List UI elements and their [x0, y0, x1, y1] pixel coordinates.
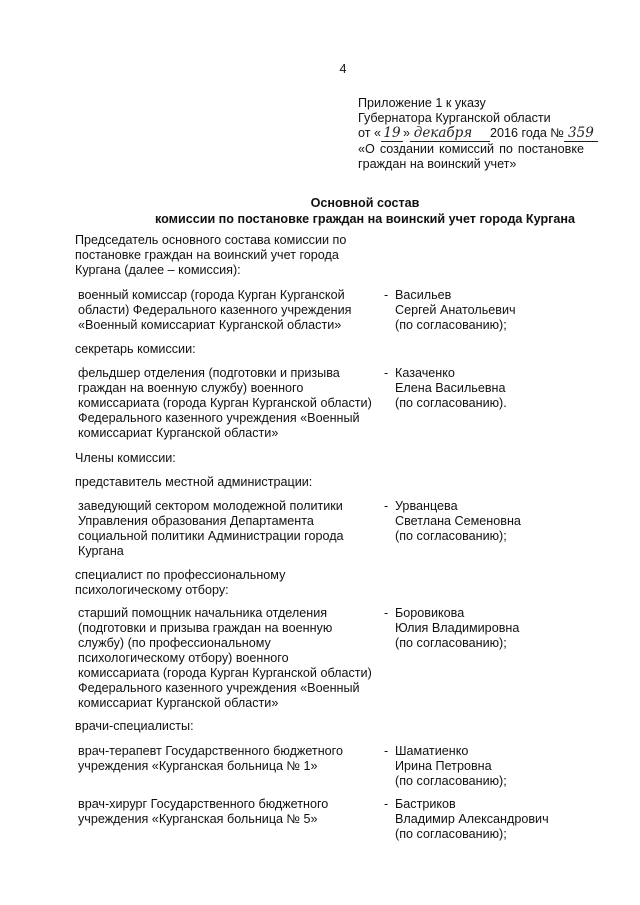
entry-position — [78, 366, 389, 441]
heading-doctors: врачи-специалисты: — [75, 719, 194, 733]
position-line: Федерального казенного учреждения «Военный — [78, 681, 360, 695]
position-line: Кургана — [78, 544, 124, 558]
person-surname: Васильев — [395, 288, 452, 302]
position-line: (подготовки и призыва граждан на военную — [78, 621, 333, 635]
dash: - — [384, 797, 389, 811]
heading-psych-specialist — [75, 568, 375, 598]
appendix-subject-2: граждан на воинский учет» — [358, 157, 517, 171]
entry-position — [78, 288, 389, 333]
title-line-1: Основной состав — [310, 196, 420, 210]
appendix-header — [358, 96, 594, 172]
chairman-intro — [75, 233, 375, 278]
date-month: декабря — [410, 126, 476, 142]
document-title — [0, 195, 640, 227]
person-note: (по согласованию); — [395, 636, 507, 650]
chairman-intro-line: Председатель основного состава комиссии по — [75, 233, 347, 247]
dash: - — [384, 744, 389, 758]
entry-person — [384, 797, 594, 842]
position-line: заведующий сектором молодежной политики — [78, 499, 343, 513]
person-surname: Казаченко — [395, 366, 455, 380]
position-line: комиссариата (города Курган Курганской области) — [78, 396, 372, 410]
person-name: Владимир Александрович — [395, 812, 549, 826]
person-name: Сергей Анатольевич — [395, 303, 516, 317]
person-name: Елена Васильевна — [395, 381, 506, 395]
position-line: психологическому отбору) военного — [78, 651, 289, 665]
date-day: 19 — [381, 126, 403, 142]
position-line: учреждения «Курганская больница № 1» — [78, 759, 318, 773]
entry-position — [78, 499, 389, 559]
position-line: службу) (по профессиональному — [78, 636, 271, 650]
person-surname: Шаматиенко — [395, 744, 469, 758]
position-line: врач-хирург Государственного бюджетного — [78, 797, 329, 811]
person-note: (по согласованию); — [395, 318, 507, 332]
dash: - — [384, 606, 389, 620]
heading-local-admin: представитель местной администрации: — [75, 475, 313, 489]
date-number: 359 — [564, 126, 598, 142]
position-line: граждан на военную службу) военного — [78, 381, 304, 395]
position-line: врач-терапевт Государственного бюджетного — [78, 744, 343, 758]
dash: - — [384, 366, 389, 380]
entry-person — [384, 606, 594, 651]
entry-position — [78, 606, 389, 711]
entry-position — [78, 744, 389, 774]
person-surname: Боровикова — [395, 606, 465, 620]
person-note: (по согласованию); — [395, 827, 507, 841]
date-gap — [476, 126, 490, 142]
person-note: (по согласованию); — [395, 774, 507, 788]
person-note: (по согласованию); — [395, 529, 507, 543]
page-number: 4 — [339, 62, 347, 76]
position-line: области) Федерального казенного учреждения — [78, 303, 352, 317]
position-line: Федерального казенного учреждения «Военный — [78, 411, 360, 425]
position-line: «Военный комиссариат Курганской области» — [78, 318, 342, 332]
person-surname: Бастриков — [395, 797, 456, 811]
appendix-subject-1: «О создании комиссий по постановке — [358, 142, 584, 156]
position-line: Управления образования Департамента — [78, 514, 314, 528]
heading-members: Члены комиссии: — [75, 451, 176, 465]
position-line: социальной политики Администрации города — [78, 529, 344, 543]
person-name: Ирина Петровна — [395, 759, 492, 773]
person-name: Юлия Владимировна — [395, 621, 520, 635]
appendix-line-2: Губернатора Курганской области — [358, 111, 551, 125]
heading-line: психологическому отбору: — [75, 583, 229, 597]
chairman-intro-line: Кургана (далее – комиссия): — [75, 263, 241, 277]
heading-secretary: секретарь комиссии: — [75, 342, 196, 356]
date-mid: » — [403, 126, 411, 140]
appendix-date-line — [358, 125, 594, 142]
chairman-intro-line: постановке граждан на воинский учет города — [75, 248, 339, 262]
appendix-line-1: Приложение 1 к указу — [358, 96, 486, 110]
person-surname: Урванцева — [395, 499, 458, 513]
entry-person — [384, 288, 594, 333]
entry-person — [384, 366, 594, 411]
dash: - — [384, 288, 389, 302]
date-prefix: от « — [358, 126, 381, 140]
heading-line: специалист по профессиональному — [75, 568, 286, 582]
position-line: комиссариат Курганской области» — [78, 696, 279, 710]
entry-position — [78, 797, 389, 827]
position-line: учреждения «Курганская больница № 5» — [78, 812, 318, 826]
position-line: старший помощник начальника отделения — [78, 606, 328, 620]
position-line: фельдшер отделения (подготовки и призыва — [78, 366, 340, 380]
position-line: комиссариат Курганской области» — [78, 426, 279, 440]
position-line: военный комиссар (города Курган Курганской — [78, 288, 345, 302]
person-note: (по согласованию). — [395, 396, 507, 410]
position-line: комиссариата (города Курган Курганской области) — [78, 666, 372, 680]
entry-person — [384, 499, 594, 544]
dash: - — [384, 499, 389, 513]
title-line-2: комиссии по постановке граждан на воинский учет города Кургана — [154, 212, 576, 226]
person-name: Светлана Семеновна — [395, 514, 521, 528]
date-year: 2016 года № — [490, 126, 564, 140]
entry-person — [384, 744, 594, 789]
